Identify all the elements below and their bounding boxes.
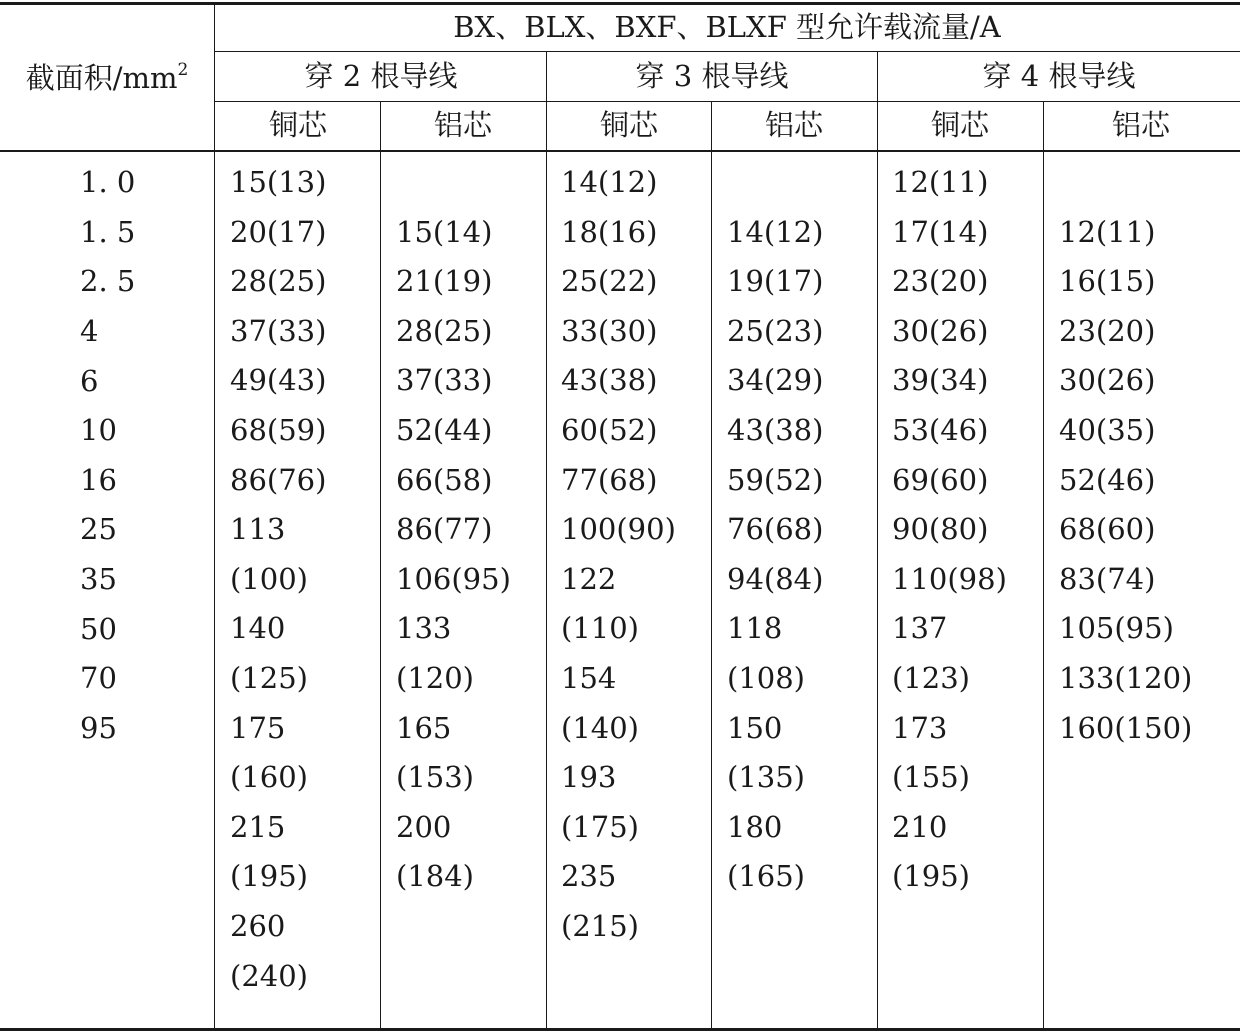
value-cell: 113 [230, 512, 286, 546]
value-cell: 17(14) [892, 215, 989, 249]
value-cell: 86(76) [230, 463, 327, 497]
value-cell: 19(17) [727, 264, 824, 298]
value-cell: 68(59) [230, 413, 327, 447]
section-header-unit-sup: 2 [177, 60, 189, 81]
section-value: 95 [80, 711, 117, 745]
value-cell: (155) [892, 760, 970, 794]
value-cell: 30(26) [892, 314, 989, 348]
value-cell: 210 [892, 810, 948, 844]
group-header-4-wires: 穿 4 根导线 [982, 59, 1136, 93]
value-cell: 34(29) [727, 363, 824, 397]
value-cell: 39(34) [892, 363, 989, 397]
value-cell: (120) [396, 661, 474, 695]
value-cell: (100) [230, 562, 308, 596]
value-cell: 69(60) [892, 463, 989, 497]
core-header-aluminum-2: 铝芯 [433, 108, 493, 142]
value-cell: 193 [561, 760, 617, 794]
value-cell: 173 [892, 711, 948, 745]
divider-group-3-4 [877, 52, 878, 1029]
value-cell: 200 [396, 810, 452, 844]
value-cell: 60(52) [561, 413, 658, 447]
value-cell: 53(46) [892, 413, 989, 447]
value-cell: (140) [561, 711, 639, 745]
divider-core-3 [1043, 102, 1044, 1029]
value-cell: 43(38) [561, 363, 658, 397]
value-cell: 25(22) [561, 264, 658, 298]
value-cell: 40(35) [1059, 413, 1156, 447]
value-cell: 30(26) [1059, 363, 1156, 397]
section-value: 16 [80, 463, 117, 497]
core-header-copper-4: 铜芯 [930, 108, 990, 142]
divider-section-col [214, 4, 215, 1029]
value-cell: 28(25) [230, 264, 327, 298]
value-cell: 94(84) [727, 562, 824, 596]
divider-core-2 [711, 102, 712, 1029]
value-cell: (153) [396, 760, 474, 794]
value-cell: 12(11) [892, 165, 989, 199]
value-cell: (184) [396, 859, 474, 893]
value-cell: 180 [727, 810, 783, 844]
value-cell: (125) [230, 661, 308, 695]
value-cell: 175 [230, 711, 286, 745]
bottom-rule [0, 1028, 1240, 1031]
value-cell: 23(20) [1059, 314, 1156, 348]
value-cell: 133(120) [1059, 661, 1193, 695]
section-header-label: 截面积/mm [25, 61, 178, 95]
core-header-copper-2: 铜芯 [268, 108, 328, 142]
value-cell: (215) [561, 909, 639, 943]
group-header-3-wires: 穿 3 根导线 [635, 59, 789, 93]
divider-core-1 [380, 102, 381, 1029]
value-cell: 133 [396, 611, 452, 645]
value-cell: 14(12) [561, 165, 658, 199]
value-cell: (123) [892, 661, 970, 695]
value-cell: 105(95) [1059, 611, 1174, 645]
value-cell: (175) [561, 810, 639, 844]
value-cell: 37(33) [396, 363, 493, 397]
value-cell: 15(13) [230, 165, 327, 199]
section-value: 4 [80, 314, 99, 348]
section-value: 35 [80, 562, 117, 596]
core-header-aluminum-3: 铝芯 [764, 108, 824, 142]
group-header-2-wires: 穿 2 根导线 [304, 59, 458, 93]
section-value: 10 [80, 413, 117, 447]
header-bottom-rule [0, 150, 1240, 152]
value-cell: 12(11) [1059, 215, 1156, 249]
divider-group-2-3 [546, 52, 547, 1029]
value-cell: (240) [230, 959, 308, 993]
value-cell: (195) [230, 859, 308, 893]
header-rule-groups [215, 101, 1240, 102]
value-cell: 215 [230, 810, 286, 844]
value-cell: 33(30) [561, 314, 658, 348]
value-cell: 235 [561, 859, 617, 893]
value-cell: 122 [561, 562, 617, 596]
value-cell: 86(77) [396, 512, 493, 546]
section-value: 70 [80, 661, 117, 695]
value-cell: 66(58) [396, 463, 493, 497]
value-cell: 154 [561, 661, 617, 695]
value-cell: 77(68) [561, 463, 658, 497]
value-cell: 137 [892, 611, 948, 645]
section-value: 1. 5 [80, 215, 136, 249]
table-title: BX、BLX、BXF、BLXF 型允许载流量/A [453, 10, 1001, 44]
value-cell: 260 [230, 909, 286, 943]
value-cell: 100(90) [561, 512, 676, 546]
value-cell: 52(44) [396, 413, 493, 447]
value-cell: 18(16) [561, 215, 658, 249]
value-cell: 28(25) [396, 314, 493, 348]
value-cell: 68(60) [1059, 512, 1156, 546]
value-cell: 106(95) [396, 562, 511, 596]
value-cell: 76(68) [727, 512, 824, 546]
core-header-aluminum-4: 铝芯 [1111, 108, 1171, 142]
value-cell: 37(33) [230, 314, 327, 348]
value-cell: (160) [230, 760, 308, 794]
core-header-copper-3: 铜芯 [599, 108, 659, 142]
value-cell: 160(150) [1059, 711, 1193, 745]
value-cell: 14(12) [727, 215, 824, 249]
value-cell: 49(43) [230, 363, 327, 397]
value-cell: 23(20) [892, 264, 989, 298]
value-cell: (110) [561, 611, 639, 645]
value-cell: 59(52) [727, 463, 824, 497]
value-cell: 43(38) [727, 413, 824, 447]
value-cell: 21(19) [396, 264, 493, 298]
top-rule [0, 2, 1240, 5]
value-cell: 25(23) [727, 314, 824, 348]
value-cell: (165) [727, 859, 805, 893]
value-cell: 90(80) [892, 512, 989, 546]
value-cell: 83(74) [1059, 562, 1156, 596]
value-cell: 52(46) [1059, 463, 1156, 497]
value-cell: 110(98) [892, 562, 1007, 596]
value-cell: 118 [727, 611, 783, 645]
value-cell: 16(15) [1059, 264, 1156, 298]
section-value: 2. 5 [80, 264, 136, 298]
header-rule-title [215, 51, 1240, 52]
section-value: 25 [80, 512, 117, 546]
section-value: 50 [80, 612, 117, 646]
value-cell: 165 [396, 711, 452, 745]
value-cell: 20(17) [230, 215, 327, 249]
value-cell: 140 [230, 611, 286, 645]
section-header [25, 60, 189, 95]
value-cell: (195) [892, 859, 970, 893]
value-cell: 150 [727, 711, 783, 745]
value-cell: 15(14) [396, 215, 493, 249]
section-value: 1. 0 [80, 165, 136, 199]
section-value: 6 [80, 364, 99, 398]
value-cell: (135) [727, 760, 805, 794]
value-cell: (108) [727, 661, 805, 695]
